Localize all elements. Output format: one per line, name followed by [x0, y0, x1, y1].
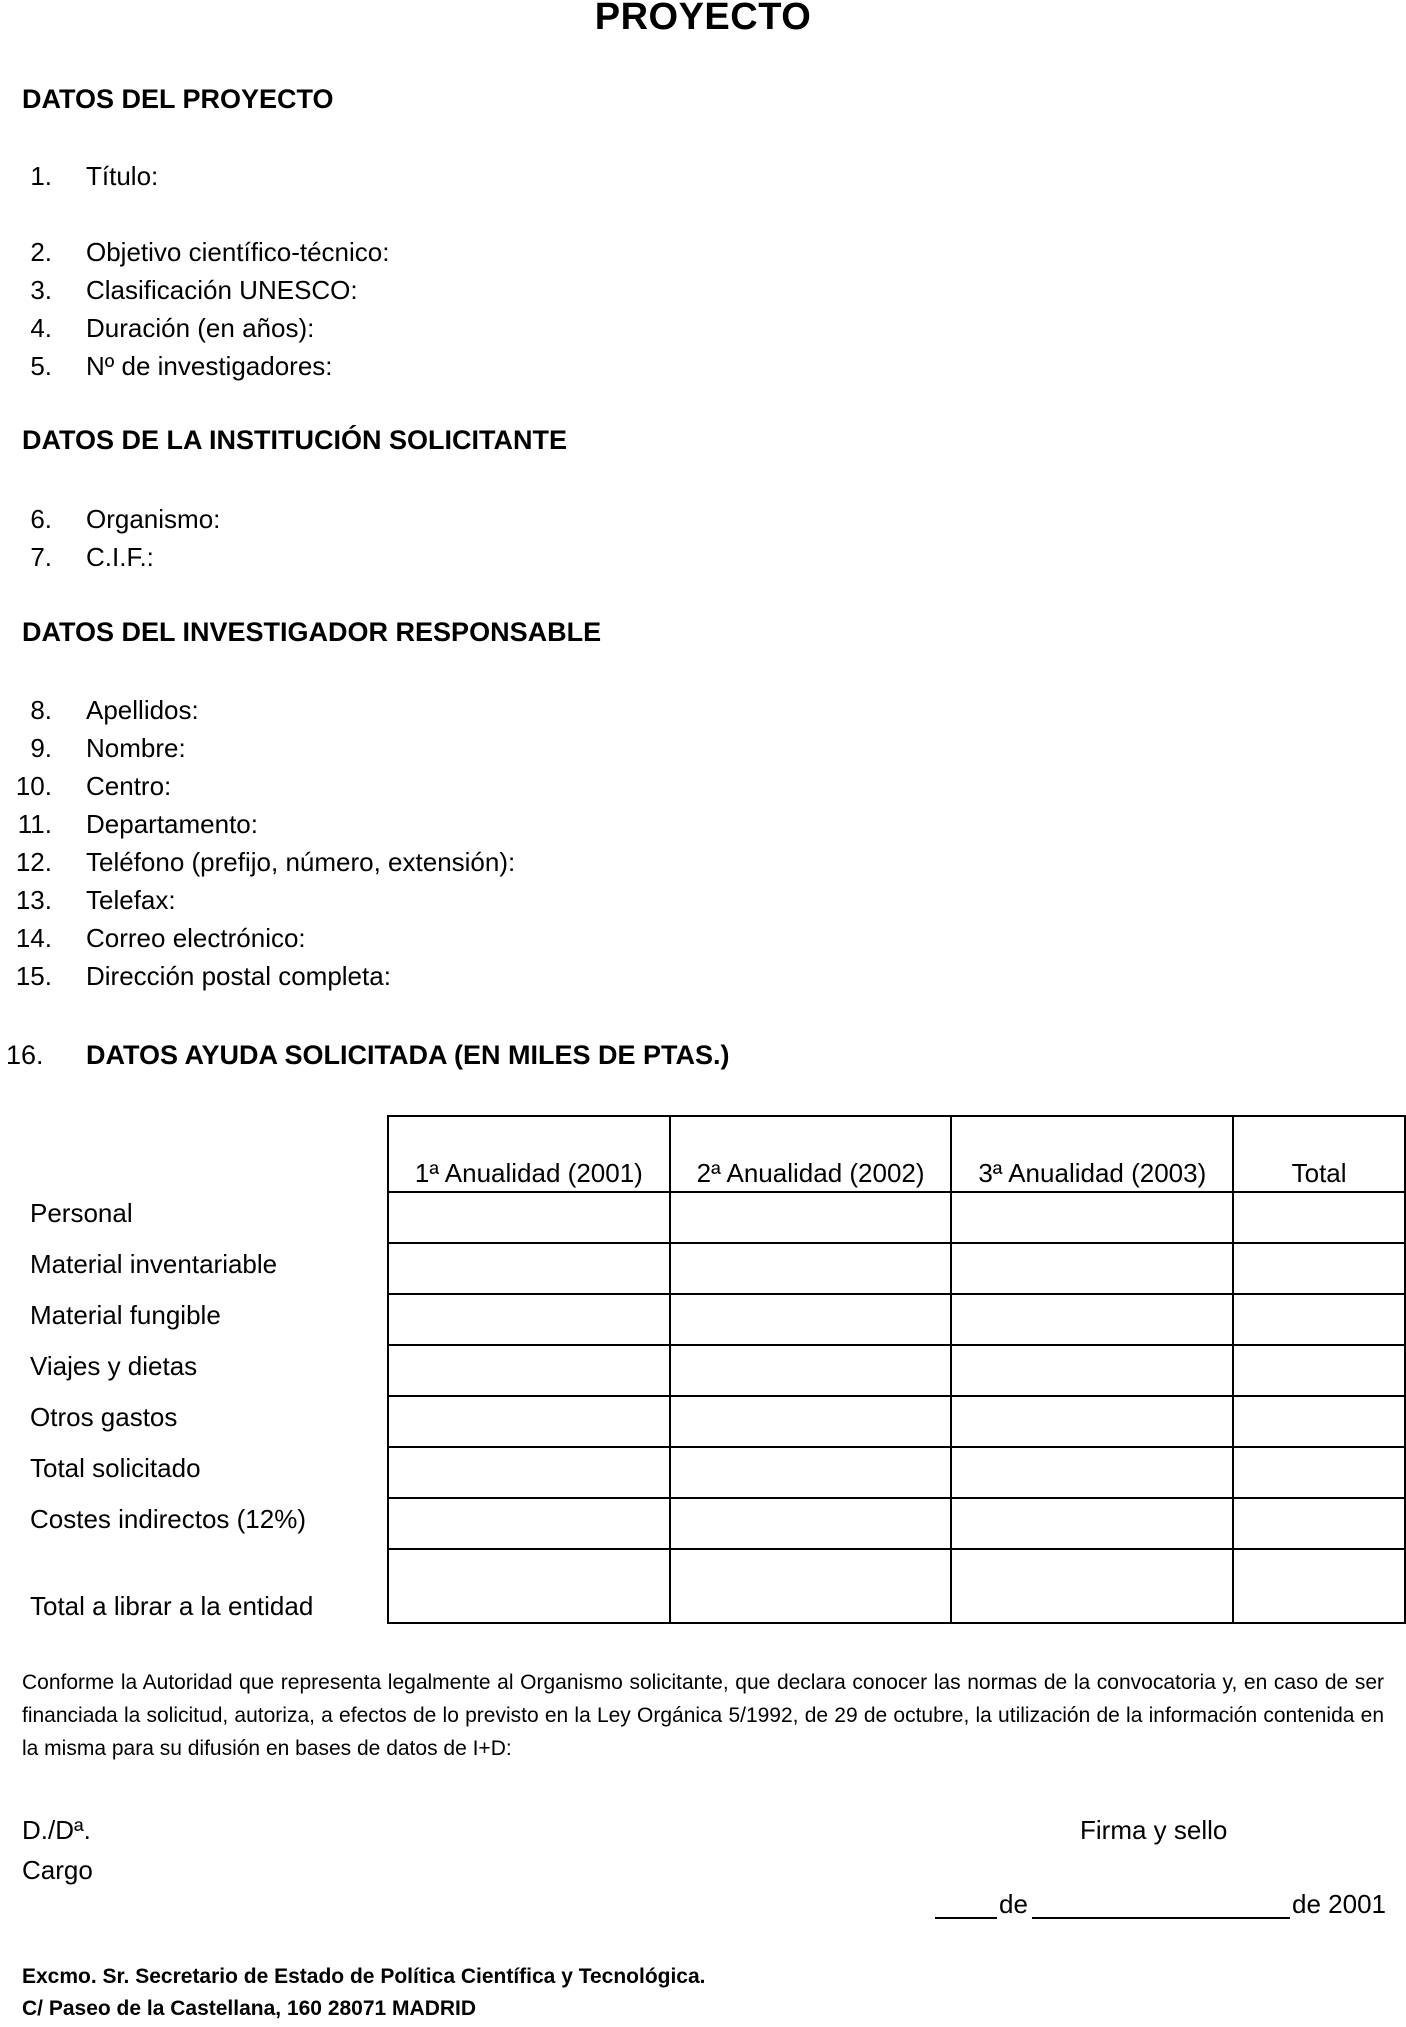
field-label-nombre: Nombre: — [86, 733, 186, 763]
budget-cell[interactable] — [388, 1243, 670, 1294]
cargo-label: Cargo — [22, 1855, 93, 1885]
item-number: 9. — [30, 733, 52, 763]
budget-cell[interactable] — [670, 1447, 952, 1498]
budget-table — [387, 1115, 1406, 1624]
row-label-viajes: Viajes y dietas — [30, 1351, 198, 1381]
item-number: 16. — [6, 1040, 44, 1070]
field-label-telefax: Telefax: — [86, 885, 176, 915]
item-number: 4. — [30, 313, 52, 343]
section-heading-institucion: DATOS DE LA INSTITUCIÓN SOLICITANTE — [22, 425, 567, 455]
field-label-investigadores: Nº de investigadores: — [86, 351, 333, 381]
column-header: 3ª Anualidad (2003) — [951, 1116, 1233, 1192]
item-number: 12. — [15, 847, 52, 877]
budget-cell[interactable] — [951, 1498, 1233, 1549]
column-header: 2ª Anualidad (2002) — [670, 1116, 952, 1192]
budget-cell[interactable] — [388, 1549, 670, 1623]
item-number: 6. — [30, 504, 52, 534]
column-header: 1ª Anualidad (2001) — [388, 1116, 670, 1192]
item-number: 13. — [15, 885, 52, 915]
field-label-departamento: Departamento: — [86, 809, 258, 839]
item-number: 15. — [15, 961, 52, 991]
budget-cell[interactable] — [670, 1345, 952, 1396]
budget-cell[interactable] — [388, 1498, 670, 1549]
date-day-line[interactable] — [935, 1917, 997, 1919]
budget-cell[interactable] — [670, 1192, 952, 1243]
page-title: PROYECTO — [594, 0, 812, 38]
budget-cell[interactable] — [388, 1192, 670, 1243]
budget-cell[interactable] — [388, 1447, 670, 1498]
row-label-material-fungible: Material fungible — [30, 1300, 221, 1330]
date-month-line[interactable] — [1032, 1917, 1290, 1919]
budget-cell[interactable] — [951, 1294, 1233, 1345]
budget-cell[interactable] — [1233, 1447, 1405, 1498]
field-label-objetivo: Objetivo científico-técnico: — [86, 237, 390, 267]
budget-cell[interactable] — [951, 1345, 1233, 1396]
field-label-titulo: Título: — [86, 161, 159, 191]
budget-cell[interactable] — [1233, 1549, 1405, 1623]
budget-cell[interactable] — [951, 1192, 1233, 1243]
budget-cell[interactable] — [1233, 1243, 1405, 1294]
field-label-correo: Correo electrónico: — [86, 923, 306, 953]
field-label-telefono: Teléfono (prefijo, número, extensión): — [86, 847, 516, 877]
budget-cell[interactable] — [1233, 1396, 1405, 1447]
field-label-apellidos: Apellidos: — [86, 695, 199, 725]
field-label-clasificacion: Clasificación UNESCO: — [86, 275, 358, 305]
row-label-costes-indirectos: Costes indirectos (12%) — [30, 1504, 306, 1534]
footer-address: C/ Paseo de la Castellana, 160 28071 MADRID — [22, 1997, 477, 2020]
item-number: 3. — [30, 275, 52, 305]
section-heading-ayuda: DATOS AYUDA SOLICITADA (EN MILES DE PTAS.) — [86, 1040, 730, 1070]
section-heading-proyecto: DATOS DEL PROYECTO — [22, 84, 334, 114]
budget-cell[interactable] — [1233, 1294, 1405, 1345]
row-label-otros-gastos: Otros gastos — [30, 1402, 178, 1432]
item-number: 10. — [15, 771, 52, 801]
budget-cell[interactable] — [951, 1447, 1233, 1498]
field-label-duracion: Duración (en años): — [86, 313, 315, 343]
dd-label: D./Dª. — [22, 1815, 91, 1845]
budget-cell[interactable] — [388, 1345, 670, 1396]
row-label-material-inventariable: Material inventariable — [30, 1249, 278, 1279]
budget-cell[interactable] — [670, 1396, 952, 1447]
item-number: 5. — [30, 351, 52, 381]
declaration-paragraph: Conforme la Autoridad que representa legalmente al Organismo solicitante, que declara conocer las normas de la convocatoria y, en caso de ser financiada la solicitud, autoriza, a efectos de lo previsto en la Ley Orgánica 5/1992, de 29 de octubre, la utilización de la información contenida en la misma para su difusión en bases de datos de I+D: — [22, 1671, 1384, 1760]
budget-cell[interactable] — [670, 1498, 952, 1549]
item-number: 14. — [15, 923, 52, 953]
budget-cell[interactable] — [1233, 1192, 1405, 1243]
budget-cell[interactable] — [1233, 1345, 1405, 1396]
item-number: 8. — [30, 695, 52, 725]
field-label-direccion: Dirección postal completa: — [86, 961, 391, 991]
footer-addressee: Excmo. Sr. Secretario de Estado de Política Científica y Tecnológica. — [22, 1965, 706, 1988]
budget-cell[interactable] — [670, 1243, 952, 1294]
budget-cell[interactable] — [388, 1294, 670, 1345]
item-number: 2. — [30, 237, 52, 267]
budget-cell[interactable] — [951, 1549, 1233, 1623]
budget-cell[interactable] — [388, 1396, 670, 1447]
date-year-label: de 2001 — [1292, 1889, 1386, 1919]
field-label-cif: C.I.F.: — [86, 542, 154, 572]
item-number: 7. — [30, 542, 52, 572]
column-header: Total — [1233, 1116, 1405, 1192]
field-label-centro: Centro: — [86, 771, 172, 801]
item-number: 11. — [17, 809, 52, 839]
row-label-personal: Personal — [30, 1198, 133, 1228]
row-label-total-librar: Total a librar a la entidad — [30, 1591, 314, 1621]
date-de-label: de — [999, 1889, 1028, 1919]
budget-cell[interactable] — [951, 1243, 1233, 1294]
row-label-total-solicitado: Total solicitado — [30, 1453, 201, 1483]
item-number: 1. — [30, 161, 52, 191]
field-label-organismo: Organismo: — [86, 504, 221, 534]
firma-sello-label: Firma y sello — [1080, 1815, 1228, 1845]
budget-cell[interactable] — [1233, 1498, 1405, 1549]
section-heading-investigador: DATOS DEL INVESTIGADOR RESPONSABLE — [22, 617, 602, 647]
budget-cell[interactable] — [951, 1396, 1233, 1447]
budget-cell[interactable] — [670, 1294, 952, 1345]
budget-cell[interactable] — [670, 1549, 952, 1623]
